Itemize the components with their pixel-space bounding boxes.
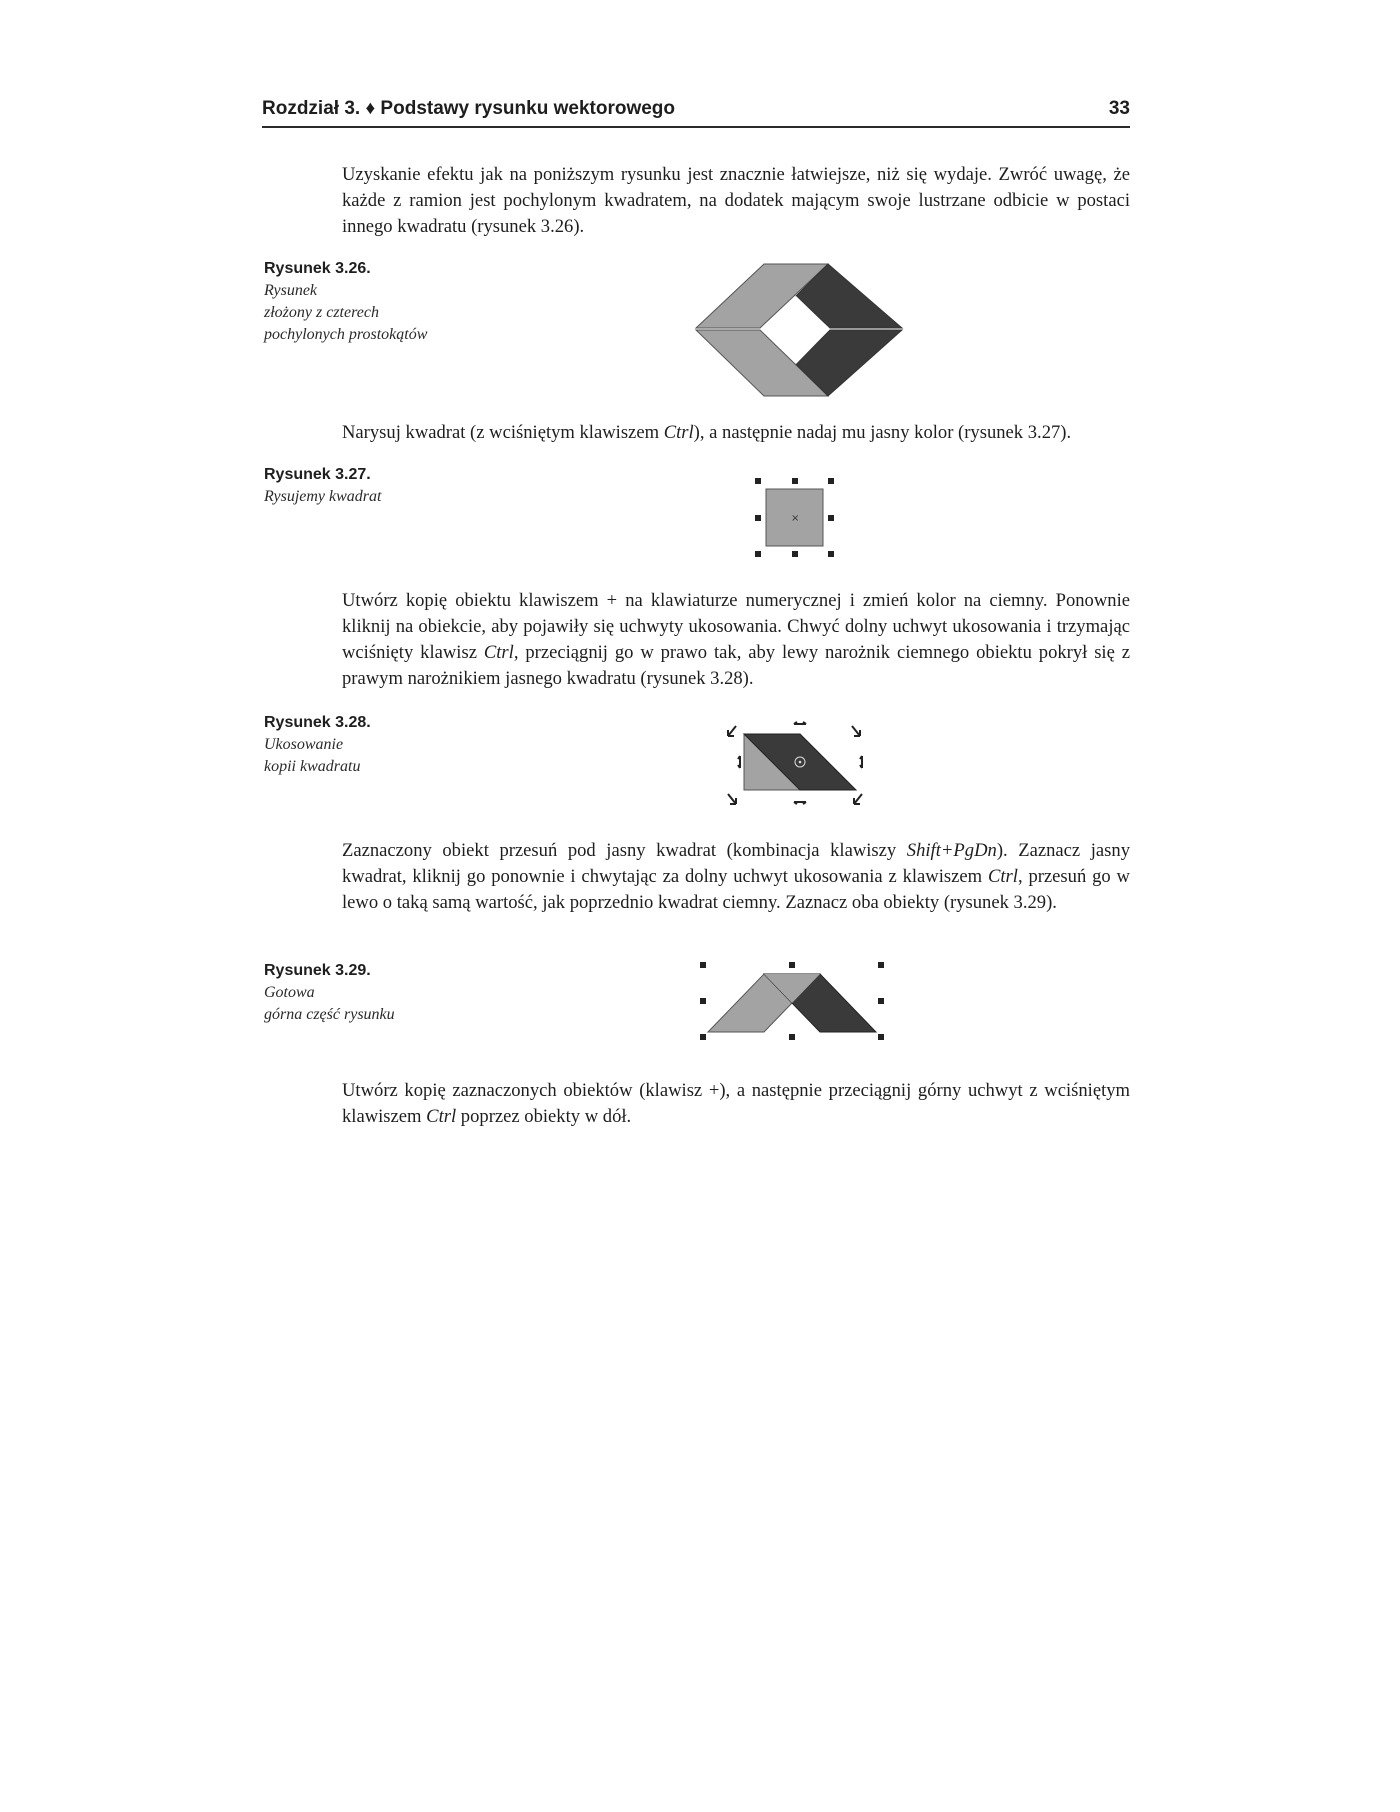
figure-3-28-drawing [722, 720, 872, 810]
skew-arrow-bottom-icon [794, 802, 806, 804]
skew-arrow-top-icon [794, 722, 806, 724]
text-segment: Utwórz kopię zaznaczonych obiektów (klawisz +), a następnie przeciągnij górny uchwyt z wciśniętym klawiszem [342, 1080, 1130, 1127]
selection-handle [755, 551, 761, 557]
figure-number: Rysunek 3.26. [264, 260, 371, 277]
figure-description: Rysujemy kwadrat [264, 488, 382, 505]
figure-description: Rysunek [264, 282, 318, 299]
paragraph-draw-square [342, 420, 1130, 446]
selection-handle [792, 478, 798, 484]
rotate-arrow-top-right-icon [852, 726, 860, 736]
text-segment: , przesuń go w lewo o taką samą wartość, jak poprzednio kwadrat ciemny. Zaznacz oba obiekty (rysunek 3.29). [342, 866, 1130, 913]
figure-description: Gotowa [264, 984, 315, 1001]
key-name: Ctrl [663, 422, 694, 443]
skew-arrow-left-icon [738, 756, 740, 768]
figure-caption-3-29 [264, 960, 464, 1026]
selection-handle [755, 478, 761, 484]
figure-description: górna część rysunku [264, 1006, 395, 1023]
paragraph-copy-and-skew [342, 588, 1130, 692]
text-segment: Narysuj kwadrat (z wciśniętym klawiszem [342, 422, 664, 443]
figure-description: pochylonych prostokątów [264, 326, 428, 343]
text-segment: poprzez obiekty w dół. [456, 1106, 632, 1127]
text-segment: , przeciągnij go w prawo tak, aby lewy narożnik ciemnego obiektu pokrył się z prawym narożnikiem jasnego kwadratu (rysunek 3.28). [342, 642, 1130, 689]
page-number: 33 [1108, 98, 1130, 119]
figure-3-27-drawing [755, 478, 835, 558]
key-name: Ctrl [987, 866, 1018, 887]
skew-arrow-right-icon [860, 756, 862, 768]
paragraph-intro: Uzyskanie efektu jak na poniższym rysunku jest znacznie łatwiejsze, niż się wydaje. Zwróć uwagę, że każde z ramion jest pochylonym kwadratem, na dodatek mającym swoje lustrzane odbicie w postaci innego kwadratu (rysunek 3.26). [342, 164, 1130, 237]
running-header [262, 98, 1130, 128]
selection-handle [700, 962, 706, 968]
selection-handle [828, 551, 834, 557]
rotate-arrow-top-left-icon [728, 726, 736, 736]
text-segment: Zaznaczony obiekt przesuń pod jasny kwadrat (kombinacja klawiszy [342, 840, 907, 861]
chapter-title: Rozdział 3. ♦ Podstawy rysunku wektorowego [262, 98, 675, 119]
text-segment: Utwórz kopię obiektu klawiszem + na klawiaturze numerycznej i zmień kolor na ciemny. Ponownie kliknij na obiekcie, aby pojawiły się uchwyty ukosowania. Chwyć dolny uchwyt ukosowania i trzymając wciśnięty klawisz [342, 590, 1130, 663]
figure-3-26-drawing [694, 262, 904, 398]
figure-description: złożony z czterech [264, 304, 379, 321]
figure-number: Rysunek 3.28. [264, 714, 371, 731]
text-segment: ). Zaznacz jasny kwadrat, kliknij go ponownie i chwytając za dolny uchwyt ukosowania z klawiszem [342, 840, 1130, 887]
text-segment: ), a następnie nadaj mu jasny kolor (rysunek 3.27). [693, 422, 1072, 443]
paragraph-copy-down [342, 1078, 1130, 1130]
selection-handle [828, 515, 834, 521]
selection-handle [700, 998, 706, 1004]
selection-handle [789, 962, 795, 968]
paragraph-move-under [342, 838, 1130, 916]
figure-caption-3-26 [264, 258, 464, 346]
figure-description: kopii kwadratu [264, 758, 361, 775]
figure-description: Ukosowanie [264, 736, 344, 753]
selection-handle [878, 962, 884, 968]
key-name: Ctrl [426, 1106, 457, 1127]
figure-3-29-drawing [700, 960, 890, 1040]
key-combination: Shift+PgDn [906, 840, 997, 861]
rotate-arrow-bottom-right-icon [854, 794, 862, 804]
rotation-center-dot [799, 761, 802, 764]
selection-handle [792, 551, 798, 557]
key-name: Ctrl [483, 642, 514, 663]
figure-caption-3-28 [264, 712, 464, 778]
rotate-arrow-bottom-left-icon [728, 794, 736, 804]
selection-handle [828, 478, 834, 484]
selection-handle [755, 515, 761, 521]
selection-handle [789, 1034, 795, 1040]
selection-handle [878, 998, 884, 1004]
figure-number: Rysunek 3.29. [264, 962, 371, 979]
figure-number: Rysunek 3.27. [264, 466, 371, 483]
selection-handle [700, 1034, 706, 1040]
selection-handle [878, 1034, 884, 1040]
figure-caption-3-27 [264, 464, 464, 508]
center-marker-icon: × [791, 513, 800, 524]
